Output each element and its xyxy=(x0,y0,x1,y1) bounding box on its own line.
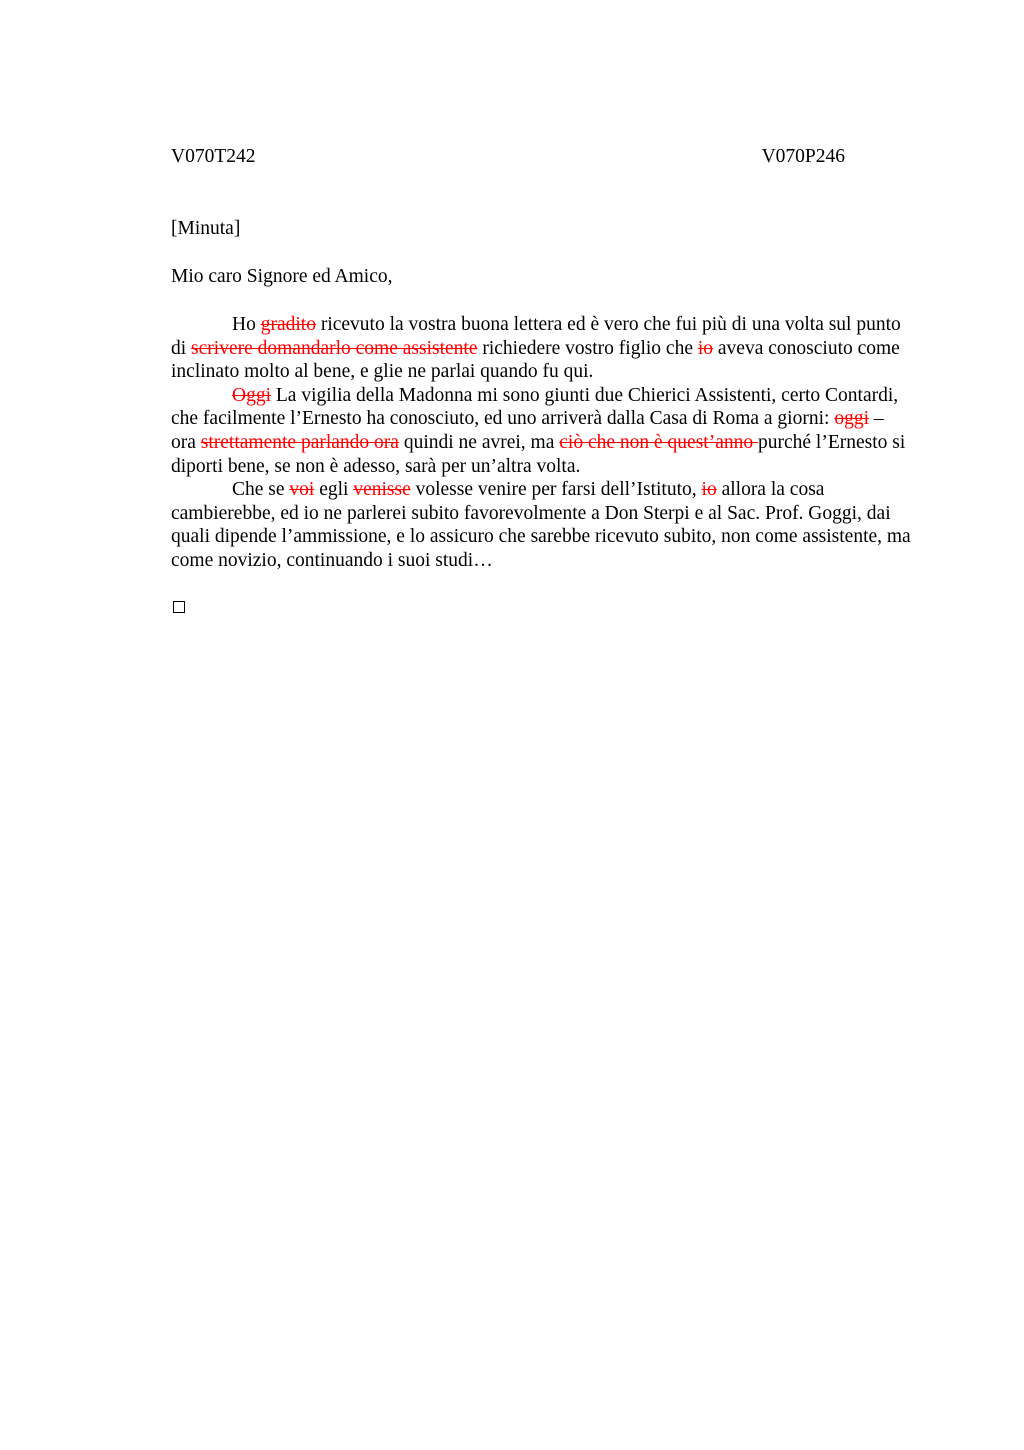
letter-paragraph xyxy=(171,384,911,478)
body-text-segment: allora la cosa cambierebbe, ed io ne parlerei subito favorevolmente a Don Sterpi e al Sac. Prof. Goggi, dai quali dipende l’ammissione, e lo assicuro che sarebbe ricevuto subito, non come assistente, ma come novizio, continuando i suoi studi… xyxy=(171,479,911,571)
body-text-segment: purché l’Ernesto si diporti bene, se non è adesso, sarà per un’altra volta. xyxy=(171,431,906,477)
body-text-segment: La vigilia della Madonna mi sono giunti due Chierici Assistenti, certo Contardi, che facilmente l’Ernesto ha conosciuto, ed uno arriverà dalla Casa di Roma a giorni: xyxy=(171,384,899,430)
deleted-text: venisse xyxy=(353,479,411,501)
document-header xyxy=(171,146,845,172)
letter-paragraph xyxy=(171,478,911,572)
document-code-right: V070P246 xyxy=(761,146,845,167)
deleted-text: ciò che non è quest’anno xyxy=(559,431,758,453)
deleted-text: io xyxy=(701,479,717,501)
body-text-segment: aveva conosciuto come inclinato molto al bene, e glie ne parlai quando fu qui. xyxy=(171,337,900,383)
deleted-text: strettamente parlando ora xyxy=(200,431,399,453)
deleted-text: oggi xyxy=(834,408,869,430)
deleted-text: io xyxy=(697,337,714,359)
document-label: [Minuta] xyxy=(171,218,241,239)
body-text-segment: Ho xyxy=(232,314,261,335)
body-text-segment: Che se xyxy=(232,479,290,501)
deleted-text: Oggi xyxy=(232,384,271,406)
body-text-segment: egli xyxy=(314,479,354,501)
body-text-segment: – ora xyxy=(171,408,884,453)
document-code-left: V070T242 xyxy=(171,146,256,167)
deleted-text: gradito xyxy=(260,314,316,335)
letter-paragraph xyxy=(171,313,911,384)
letter-salutation: Mio caro Signore ed Amico, xyxy=(171,266,393,287)
body-text-segment: ricevuto la vostra buona lettera ed è vero che fui più di una volta sul punto di xyxy=(171,314,901,359)
body-text-segment: richiedere vostro figlio che xyxy=(477,337,698,359)
letter-body xyxy=(171,313,911,573)
body-text-segment: volesse venire per farsi dell’Istituto, xyxy=(410,479,702,501)
deleted-text: voi xyxy=(289,479,315,501)
body-text-segment: quindi ne avrei, ma xyxy=(398,431,560,453)
empty-square-icon xyxy=(173,601,185,613)
deleted-text: scrivere domandarlo come assistente xyxy=(191,337,478,359)
